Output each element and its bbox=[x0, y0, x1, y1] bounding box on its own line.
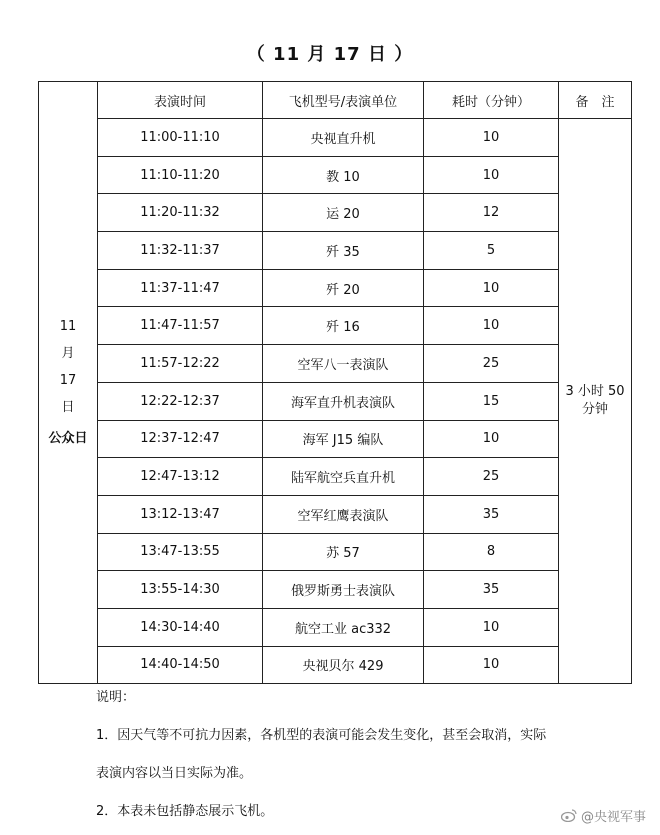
date-line: 17 bbox=[59, 373, 77, 389]
cell-minutes: 10 bbox=[424, 420, 559, 458]
cell-unit: 歼 20 bbox=[263, 269, 424, 307]
table-row bbox=[39, 269, 632, 307]
table-row bbox=[39, 420, 632, 458]
cell-time: 11:57-12:22 bbox=[98, 345, 263, 383]
cell-minutes: 10 bbox=[424, 269, 559, 307]
header-remark: 备 注 bbox=[559, 82, 632, 119]
date-line: 月 bbox=[61, 346, 75, 362]
cell-unit: 苏 57 bbox=[263, 533, 424, 571]
cell-minutes: 10 bbox=[424, 307, 559, 345]
cell-unit: 歼 16 bbox=[263, 307, 424, 345]
table-row bbox=[39, 646, 632, 684]
table-row bbox=[39, 232, 632, 270]
cell-unit: 陆军航空兵直升机 bbox=[263, 458, 424, 496]
cell-minutes: 10 bbox=[424, 608, 559, 646]
cell-minutes: 15 bbox=[424, 382, 559, 420]
cell-time: 11:37-11:47 bbox=[98, 269, 263, 307]
cell-time: 13:47-13:55 bbox=[98, 533, 263, 571]
cell-time: 14:30-14:40 bbox=[98, 608, 263, 646]
weibo-logo-icon bbox=[561, 809, 577, 822]
table-row bbox=[39, 533, 632, 571]
table-row bbox=[39, 458, 632, 496]
cell-time: 14:40-14:50 bbox=[98, 646, 263, 684]
cell-unit: 央视直升机 bbox=[263, 119, 424, 157]
remark-cell bbox=[559, 119, 632, 684]
cell-minutes: 25 bbox=[424, 345, 559, 383]
note-item-1-cont: 表演内容以当日实际为准。 bbox=[96, 766, 253, 781]
cell-time: 11:32-11:37 bbox=[98, 232, 263, 270]
cell-unit: 教 10 bbox=[263, 156, 424, 194]
watermark-text: @央视军事 bbox=[580, 810, 646, 825]
date-line: 日 bbox=[61, 400, 75, 416]
remark-line: 3 小时 50 bbox=[565, 384, 625, 400]
cell-time: 12:37-12:47 bbox=[98, 420, 263, 458]
cell-time: 12:47-13:12 bbox=[98, 458, 263, 496]
cell-unit: 运 20 bbox=[263, 194, 424, 232]
cell-time: 11:47-11:57 bbox=[98, 307, 263, 345]
remark-line: 分钟 bbox=[581, 402, 608, 418]
table-row bbox=[39, 571, 632, 609]
table-row bbox=[39, 307, 632, 345]
cell-unit: 航空工业 ac332 bbox=[263, 608, 424, 646]
cell-minutes: 10 bbox=[424, 119, 559, 157]
table-row bbox=[39, 608, 632, 646]
cell-minutes: 10 bbox=[424, 156, 559, 194]
watermark bbox=[561, 806, 646, 825]
cell-minutes: 8 bbox=[424, 533, 559, 571]
cell-unit: 海军直升机表演队 bbox=[263, 382, 424, 420]
date-cell bbox=[39, 82, 98, 684]
cell-unit: 俄罗斯勇士表演队 bbox=[263, 571, 424, 609]
table-row bbox=[39, 382, 632, 420]
schedule-table bbox=[38, 81, 632, 684]
cell-unit: 海军 J15 编队 bbox=[263, 420, 424, 458]
cell-time: 11:10-11:20 bbox=[98, 156, 263, 194]
table-row bbox=[39, 156, 632, 194]
table-row bbox=[39, 119, 632, 157]
schedule-title: （ 11 月 17 日 ） bbox=[246, 44, 414, 65]
table-row bbox=[39, 495, 632, 533]
header-time: 表演时间 bbox=[98, 82, 263, 119]
table-header-row bbox=[39, 82, 632, 119]
cell-time: 11:20-11:32 bbox=[98, 194, 263, 232]
note-item-2: 2．本表未包括静态展示飞机。 bbox=[96, 804, 274, 819]
table-row bbox=[39, 194, 632, 232]
date-line: 11 bbox=[59, 319, 77, 335]
cell-time: 12:22-12:37 bbox=[98, 382, 263, 420]
cell-time: 13:55-14:30 bbox=[98, 571, 263, 609]
cell-minutes: 10 bbox=[424, 646, 559, 684]
table-row bbox=[39, 345, 632, 383]
day-type-label: 公众日 bbox=[48, 431, 88, 447]
cell-minutes: 35 bbox=[424, 571, 559, 609]
header-unit: 飞机型号/表演单位 bbox=[263, 82, 424, 119]
header-minutes: 耗时（分钟） bbox=[424, 82, 559, 119]
cell-minutes: 5 bbox=[424, 232, 559, 270]
cell-minutes: 25 bbox=[424, 458, 559, 496]
cell-minutes: 12 bbox=[424, 194, 559, 232]
cell-unit: 空军八一表演队 bbox=[263, 345, 424, 383]
cell-time: 11:00-11:10 bbox=[98, 119, 263, 157]
note-item-1: 1．因天气等不可抗力因素，各机型的表演可能会发生变化，甚至会取消，实际 bbox=[96, 728, 547, 743]
cell-unit: 歼 35 bbox=[263, 232, 424, 270]
cell-unit: 央视贝尔 429 bbox=[263, 646, 424, 684]
cell-minutes: 35 bbox=[424, 495, 559, 533]
cell-time: 13:12-13:47 bbox=[98, 495, 263, 533]
notes-heading: 说明： bbox=[96, 690, 136, 705]
cell-unit: 空军红鹰表演队 bbox=[263, 495, 424, 533]
